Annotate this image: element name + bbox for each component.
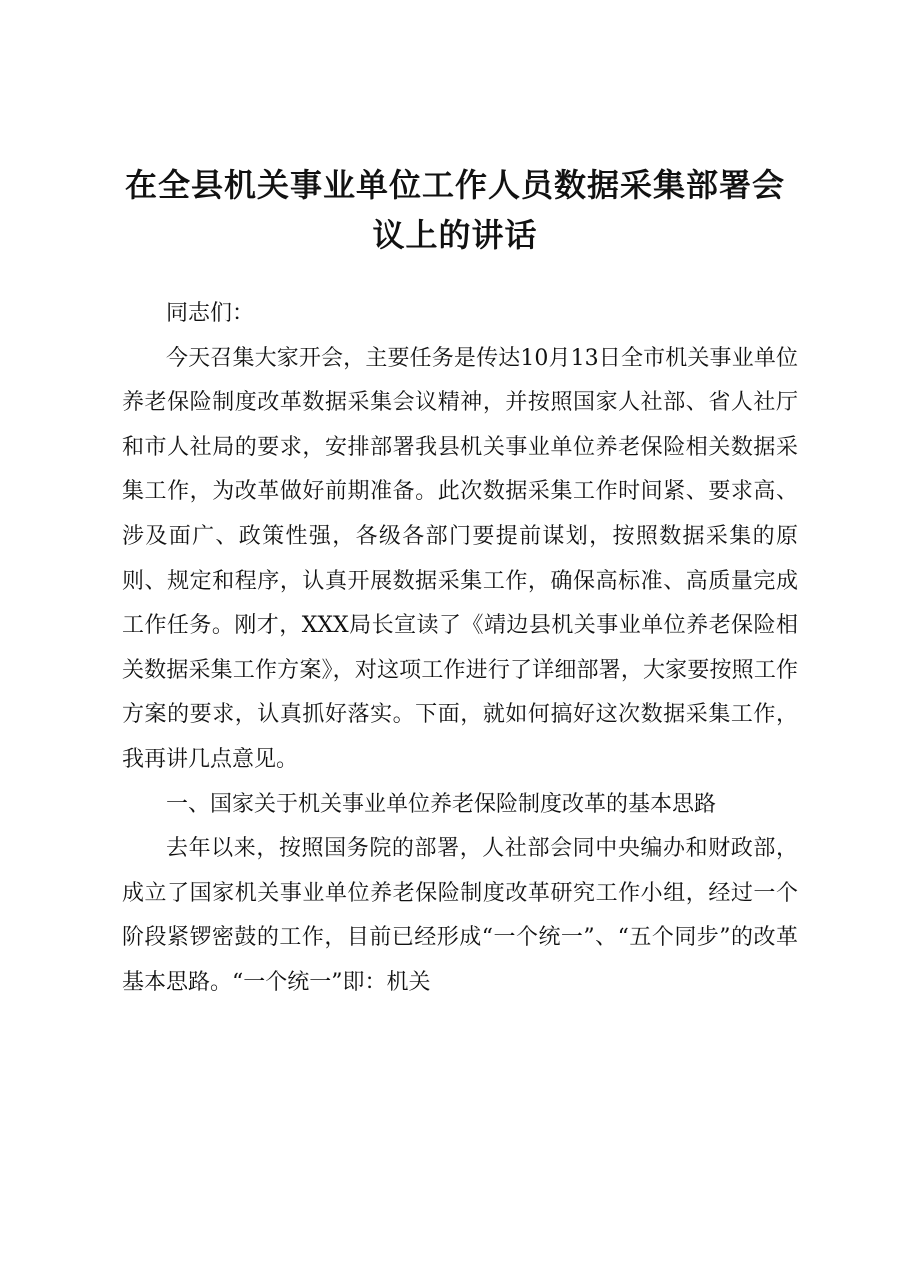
paragraph-intro: 今天召集大家开会，主要任务是传达10月13日全市机关事业单位养老保险制度改革数据采集会议精神，并按照国家人社部、省人社厅和市人社局的要求，安排部署我县机关事业单位养老保险相关数据采集工作，为改革做好前期准备。此次数据采集工作时间紧、要求高、涉及面广、政策性强，各级各部门要提前谋划，按照数据采集的原则、规定和程序，认真开展数据采集工作，确保高标准、高质量完成工作任务。刚才，XXX局长宣读了《靖边县机关事业单位养老保险相关数据采集工作方案》，对这项工作进行了详细部署，大家要按照工作方案的要求，认真抓好落实。下面，就如何搞好这次数据采集工作，我再讲几点意见。 [122,345,798,772]
title-line-1: 在全县机关事业单位工作人员数据采集部署会 [124,166,785,204]
paragraph-section-1: 去年以来，按照国务院的部署，人社部会同中央编办和财政部，成立了国家机关事业单位养老保险制度改革研究工作小组，经过一个阶段紧锣密鼓的工作，目前已经形成“一个统一”、“五个同步”的改革基本思路。“一个统一”即：机关 [122,836,798,995]
document-body [122,292,798,1006]
title-line-2: 议上的讲话 [372,216,538,254]
salutation: 同志们： [166,301,255,326]
section-heading-1: 一、国家关于机关事业单位养老保险制度改革的基本思路 [166,791,717,817]
document-title [110,160,800,260]
